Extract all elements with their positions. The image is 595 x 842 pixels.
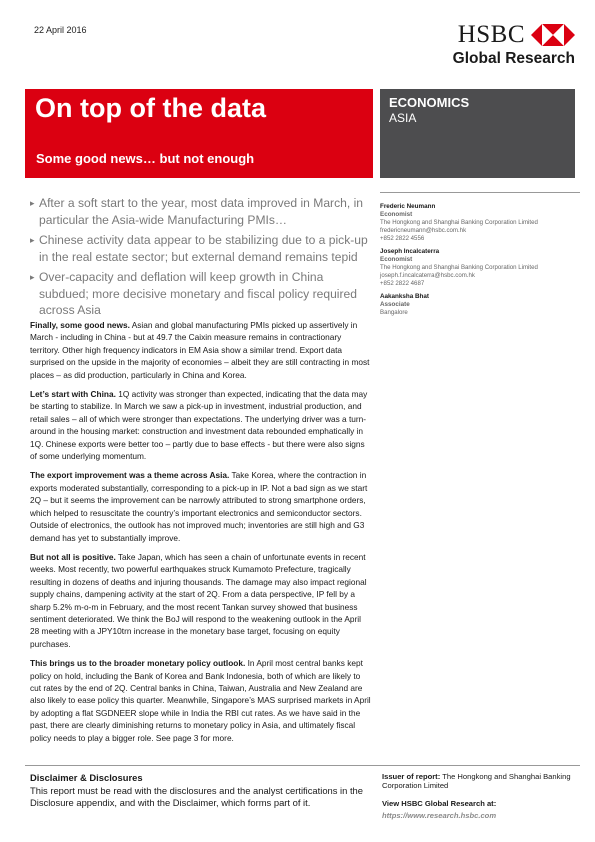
logo-subtitle: Global Research (452, 50, 575, 67)
analyst-phone: +852 2822 4687 (380, 280, 425, 287)
paragraph-lead: Finally, some good news. (30, 320, 130, 330)
analyst-phone: +852 2822 4556 (380, 235, 425, 242)
research-url-link[interactable]: https://www.research.hsbc.com (382, 811, 497, 820)
key-highlights (30, 195, 370, 323)
analyst-company: The Hongkong and Shanghai Banking Corporation Limited (380, 264, 538, 271)
report-title: On top of the data (35, 93, 266, 123)
paragraph-text: Take Korea, where the contraction in exports moderated substantially, corresponding to a pick-up in IP. Not a bad sign as we start 2Q – but it seems the improvement can be narrowly attributed to strong smartphone orders, which helped to resuscitate the country’s important electronics and semiconductor sectors. Outside of electronics, the outlook has not improved much; inventories are still high and G3 demand has yet to substantially improve. (30, 470, 368, 543)
analyst-title: Economist (380, 256, 413, 263)
issuer-of-report (382, 772, 582, 791)
issuer-label: Issuer of report: (382, 772, 441, 781)
highlight-item (30, 195, 370, 228)
paragraph-text: 1Q activity was stronger than expected, indicating that the data may be starting to stabilize. In March we saw a pick-up in investment, industrial production, and retail sales – all of which were stronger than expectations. The underlying driver was a turn-around in the housing market: construction and investment data rebounded emphatically in 1Q. Chinese exports were better too – partly due to base effects - but there were also signs of some underlying momentum. (30, 389, 368, 462)
body-paragraph (30, 388, 372, 462)
issuer-value: The Hongkong and Shanghai Banking Corporation Limited (382, 772, 571, 791)
analyst-sidebar (380, 192, 580, 322)
paragraph-lead: Let’s start with China. (30, 389, 116, 400)
triangle-bullet-icon: ▸ (30, 198, 35, 208)
hsbc-logo (425, 22, 575, 82)
highlight-item (30, 269, 370, 319)
highlight-text: Over-capacity and deflation will keep growth in China subdued; more decisive monetary and fiscal policy required across Asia (39, 270, 357, 317)
analyst-title: Economist (380, 211, 413, 218)
analyst-email[interactable]: joseph.f.incalcaterra@hsbc.com.hk (380, 272, 475, 279)
analyst-card (380, 248, 580, 288)
report-subtitle: Some good news… but not enough (36, 151, 255, 166)
logo-wordmark: HSBC (457, 21, 525, 48)
analyst-title: Associate (380, 301, 410, 308)
body-paragraph (30, 657, 372, 744)
analyst-location: Bangalore (380, 309, 408, 316)
analyst-email[interactable]: fredericneumann@hsbc.com.hk (380, 227, 467, 234)
title-banner (25, 89, 373, 178)
highlight-item (30, 232, 370, 265)
body-paragraph (30, 469, 372, 543)
section-title: ECONOMICS (389, 95, 470, 110)
analyst-name: Frederic Neumann (380, 203, 436, 210)
paragraph-lead: This brings us to the broader monetary policy outlook. (30, 658, 246, 669)
view-research-label: View HSBC Global Research at: (382, 799, 497, 808)
section-region: ASIA (389, 111, 417, 125)
hexagon-logo-icon (531, 24, 575, 46)
disclaimer-title: Disclaimer & Disclosures (30, 772, 143, 783)
body-paragraph (30, 319, 372, 381)
section-box (380, 89, 575, 178)
analyst-company: The Hongkong and Shanghai Banking Corporation Limited (380, 219, 538, 226)
report-body (30, 319, 372, 751)
analyst-card (380, 293, 580, 317)
footer-divider (25, 765, 580, 766)
analyst-name: Aakanksha Bhat (380, 293, 429, 300)
highlight-text: After a soft start to the year, most data improved in March, in particular the Asia-wide Manufacturing PMIs… (39, 196, 363, 227)
paragraph-text: In April most central banks kept policy on hold, including the Bank of Korea and Bank Indonesia, both of which are likely to cut rates by the end of 2Q. Central banks in China, Taiwan, Australia and New Zealand are also likely to ease policy this quarter. Meanwhile, Singapore’s MAS surprised markets in April by adopting a flat SGDNEER slope while in India the RBI cut rates. As we have said in the past, there are clearly diminishing returns to monetary policy in Asia, and ultimately fiscal policy needs to play a bigger role. See page 3 for more. (30, 658, 371, 743)
triangle-bullet-icon: ▸ (30, 272, 35, 282)
analyst-card (380, 203, 580, 243)
body-paragraph (30, 551, 372, 650)
paragraph-lead: But not all is positive. (30, 551, 116, 562)
disclaimer-text: This report must be read with the disclosures and the analyst certifications in the Disclosure appendix, and with the Disclaimer, which forms part of it. (30, 785, 363, 808)
paragraph-text: Asian and global manufacturing PMIs picked up assertively in March - including in China - but at 49.7 the Caixin measure remains in contractionary territory. Other high frequency indicators in EM Asia show a similar trend. Export data surprised on the upside in the majority of economies – albeit they are still contracting in most places – as did production, particularly in China and Korea. (30, 320, 370, 380)
report-date: 22 April 2016 (34, 25, 87, 35)
paragraph-lead: The export improvement was a theme across Asia. (30, 470, 230, 481)
paragraph-text: Take Japan, which has seen a chain of unfortunate events in recent weeks. Most recently, two powerful earthquakes struck Kumamoto Prefecture, tragically resulting in dozens of deaths and injuring thousands. The damage may also impact regional supply chains, dampening activity at the start of 2Q. From a data perspective, IP fell by a sharp 5.2% m-o-m in February, and the most recent Tankan survey showed that business sentiment deteriorated. We think the BoJ will respond to the weakening outlook in the April 28 meeting with a JPY10trn increase in the monetary base target, focusing on equity purchases. (30, 551, 367, 649)
analyst-name: Joseph Incalcaterra (380, 248, 440, 255)
triangle-bullet-icon: ▸ (30, 235, 35, 245)
highlight-text: Chinese activity data appear to be stabilizing due to a pick-up in the real estate sector; but external demand remains tepid (39, 233, 368, 264)
